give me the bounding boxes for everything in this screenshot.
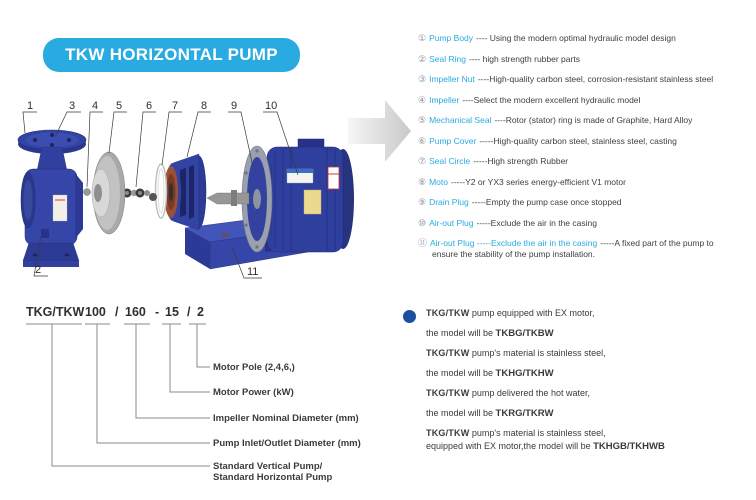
part-name: Moto [429,176,448,187]
callout-7: 7 [172,100,179,112]
part-item-7 [418,156,752,166]
part-number-badge: ⑥ [418,135,427,146]
note-lead: TKG/TKW [426,428,470,438]
part-item-6 [418,136,752,146]
note-text: the model will be [426,328,496,338]
note-text: the model will be [426,408,496,418]
callout-11: 11 [247,266,259,278]
part-description: ----Select the modern excellent hydraulic model [462,94,641,105]
part-name: Drain Plug [429,197,469,207]
note-model: TKHG/TKHW [495,368,554,379]
part-description: ---- Using the modern optimal hydraulic model design [476,33,676,43]
note-text: pump delivered the hot water, [469,388,590,398]
part-number-badge: ⑩ [418,217,427,228]
model-code-diagram [18,296,368,491]
note-text: the model will be [426,368,496,378]
seal-circle [149,164,167,218]
model-code-inlet: 100 [85,305,106,319]
note-text: pump's material is stainless steel, [469,348,606,358]
part-description: -----A fixed part of the pump to [600,238,714,248]
note-text: pump equipped with EX motor, [469,308,595,318]
part-item-10 [418,218,752,228]
note-lead: TKG/TKW [426,308,470,318]
callout-10: 10 [265,100,278,112]
model-code-power: 15 [165,305,179,319]
note-model: TKRG/TKRW [495,408,554,419]
note-lines [426,308,665,452]
model-code-slash1: / [115,305,119,319]
note-line-5 [426,388,665,399]
label-series-line2: Standard Horizontal Pump [213,472,333,483]
part-name: Seal Ring [429,53,466,64]
callout-2: 2 [35,264,42,276]
label-inlet-outlet: Pump Inlet/Outlet Diameter (mm) [213,438,361,449]
title-banner [43,38,300,72]
bullet-icon [403,310,416,323]
part-name: Air-out Plug [429,217,474,228]
motor-yellow-label [304,190,321,214]
callout-8: 8 [201,100,208,112]
part-description: ---- high strength rubber parts [468,53,580,64]
part-name: Impeller Nut [429,74,475,84]
part-description: -----High strength Rubber [473,156,569,166]
part-number-badge: ⑪ [418,238,428,248]
part-item-11 [418,238,752,259]
callout-9: 9 [231,100,238,112]
note-text: pump's material is stainless steel, [469,428,606,438]
callout-5: 5 [116,100,123,112]
note-line-3 [426,348,665,359]
note-line-6 [426,408,665,419]
part-description: ----Rotor (stator) ring is made of Graphite, Hard Alloy [494,115,693,125]
part-number-badge: ② [418,53,427,64]
part-number-badge: ⑨ [418,197,427,207]
note-lead: TKG/TKW [426,348,470,358]
motor-red-sticker [328,167,339,189]
note-line-1 [426,308,665,319]
part-name: Pump Cover [429,135,477,146]
part-item-9 [418,197,752,207]
part-item-2 [418,54,752,64]
part-number-badge: ④ [418,94,427,105]
model-code-dash: - [155,305,160,319]
callout-3: 3 [69,100,76,112]
part-name: Air-out Plug -----Exclude the air in the casing [430,238,598,248]
part-description: -----Empty the pump case once stopped [471,197,622,207]
pump-body-label [53,195,67,221]
part-description: ----High-quality carbon steel, corrosion-resistant stainless steel [477,74,714,84]
pump-cover [164,154,206,230]
model-code-slash2: / [187,305,191,319]
callout-4: 4 [92,100,99,112]
part-description: -----Y2 or YX3 series energy-efficient V1 motor [450,176,626,187]
part-name: Pump Body [429,33,474,43]
model-code-impeller: 160 [125,305,146,319]
part-description: -----Exclude the air in the casing [476,217,597,228]
note-text: equipped with EX motor,the model will be [426,441,594,451]
pump-body [18,130,86,267]
part-description-line2: ensure the stability of the pump installation. [432,249,596,259]
part-item-4 [418,95,752,105]
part-number-badge: ① [418,33,427,43]
note-model: TKHGB/TKHWB [593,441,665,452]
note-lead: TKG/TKW [426,388,470,398]
note-line-4 [426,368,665,379]
part-name: Seal Circle [429,156,471,166]
parts-list [418,33,752,259]
model-notes [403,308,755,452]
nomenclature-lines [26,324,210,466]
label-motor-pole: Motor Pole (2,4,6,) [213,362,295,373]
part-number-badge: ⑦ [418,156,427,166]
part-item-1 [418,33,752,43]
part-description: -----High-quality carbon steel, stainless steel, casting [479,135,677,146]
part-number-badge: ⑧ [418,176,427,187]
label-series-line1: Standard Vertical Pump/ [213,461,323,472]
note-line-2 [426,328,665,339]
part-number-badge: ③ [418,74,427,84]
part-item-8 [418,177,752,187]
part-name: Impeller [429,94,460,105]
callout-1: 1 [27,100,34,112]
arrow-right-icon [348,100,411,162]
part-number-badge: ⑤ [418,115,427,125]
impeller [92,152,125,234]
part-item-5 [418,115,752,125]
part-item-3 [418,74,752,84]
note-model: TKBG/TKBW [495,328,554,339]
model-code-series: TKG/TKW [26,305,85,319]
label-impeller-diam: Impeller Nominal Diameter (mm) [213,413,359,424]
callout-6: 6 [146,100,153,112]
impeller-nut [84,189,91,196]
label-motor-power: Motor Power (kW) [213,387,294,398]
note-line-8 [426,441,665,452]
page-title: TKW HORIZONTAL PUMP [65,45,278,64]
note-line-7 [426,428,665,439]
model-code-pole: 2 [197,305,204,319]
pump-exploded-diagram [15,95,415,290]
drain-plug [41,229,49,238]
part-name: Mechanical Seal [429,115,492,125]
